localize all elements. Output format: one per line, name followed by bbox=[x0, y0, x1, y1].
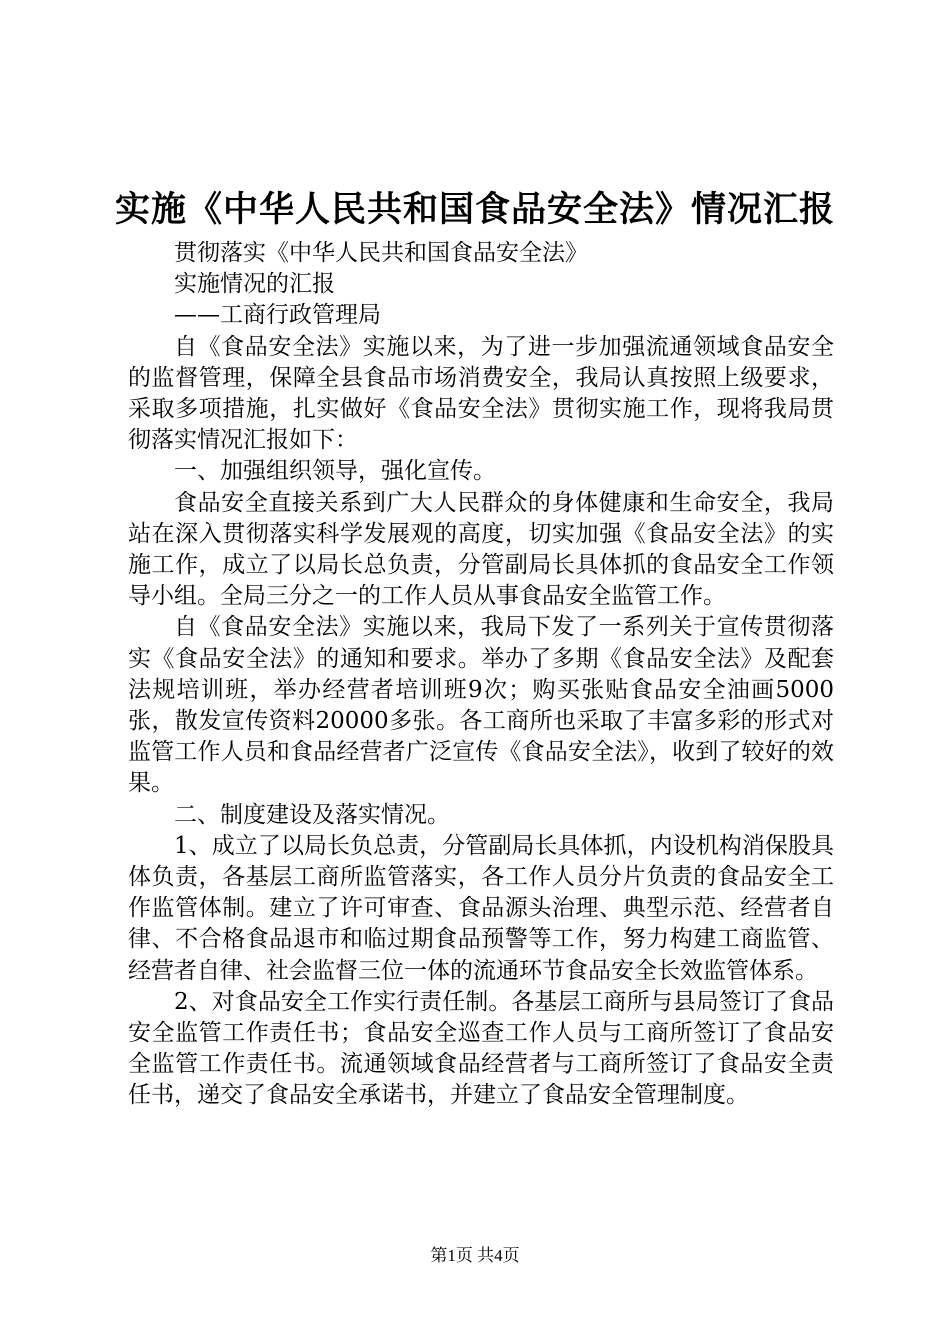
section-heading-2: 二、制度建设及落实情况。 bbox=[174, 801, 450, 828]
paragraph-heading-line-2: 实施情况的汇报 bbox=[174, 271, 335, 298]
paragraph-organization: 食品安全直接关系到广大人民群众的身体健康和生命安全，我局站在深入贯彻落实科学发展观的高度，切实加强《食品安全法》的实施工作，成立了以局长总负责，分管副局长具体抓的食品安全工作领导小组。全局三分之一的工作人员从事食品安全监管工作。 bbox=[128, 489, 834, 610]
paragraph-heading-line-1: 贯彻落实《中华人民共和国食品安全法》 bbox=[174, 240, 588, 266]
page-number-footer: 第1页 共4页 bbox=[430, 1246, 520, 1265]
document-title: 实施《中华人民共和国食品安全法》情况汇报 bbox=[114, 190, 835, 230]
paragraph-intro: 自《食品安全法》实施以来，为了进一步加强流通领域食品安全的监督管理，保障全县食品市场消费安全，我局认真按照上级要求，采取多项措施，扎实做好《食品安全法》贯彻实施工作，现将我局贯彻落实情况汇报如下： bbox=[128, 333, 834, 454]
document-body bbox=[128, 238, 834, 1112]
paragraph-author: ——工商行政管理局 bbox=[174, 302, 381, 329]
paragraph-item-2: 2、对食品安全工作实行责任制。各基层工商所与县局签订了食品安全监管工作责任书；食品安全巡查工作人员与工商所签订了食品安全监管工作责任书。流通领域食品经营者与工商所签订了食品安全责任书，递交了食品安全承诺书，并建立了食品安全管理制度。 bbox=[128, 988, 834, 1109]
paragraph-publicity: 自《食品安全法》实施以来，我局下发了一系列关于宣传贯彻落实《食品安全法》的通知和要求。举办了多期《食品安全法》及配套法规培训班，举办经营者培训班9次；购买张贴食品安全油画5000张，散发宣传资料20000多张。各工商所也采取了丰富多彩的形式对监管工作人员和食品经营者广泛宣传《食品安全法》，收到了较好的效果。 bbox=[128, 614, 834, 797]
section-heading-1: 一、加强组织领导，强化宣传。 bbox=[174, 458, 496, 485]
paragraph-item-1: 1、成立了以局长负总责，分管副局长具体抓，内设机构消保股具体负责，各基层工商所监管落实，各工作人员分片负责的食品安全工作监管体制。建立了许可审查、食品源头治理、典型示范、经营者自律、不合格食品退市和临过期食品预警等工作，努力构建工商监管、经营者自律、社会监督三位一体的流通环节食品安全长效监管体系。 bbox=[128, 832, 834, 984]
